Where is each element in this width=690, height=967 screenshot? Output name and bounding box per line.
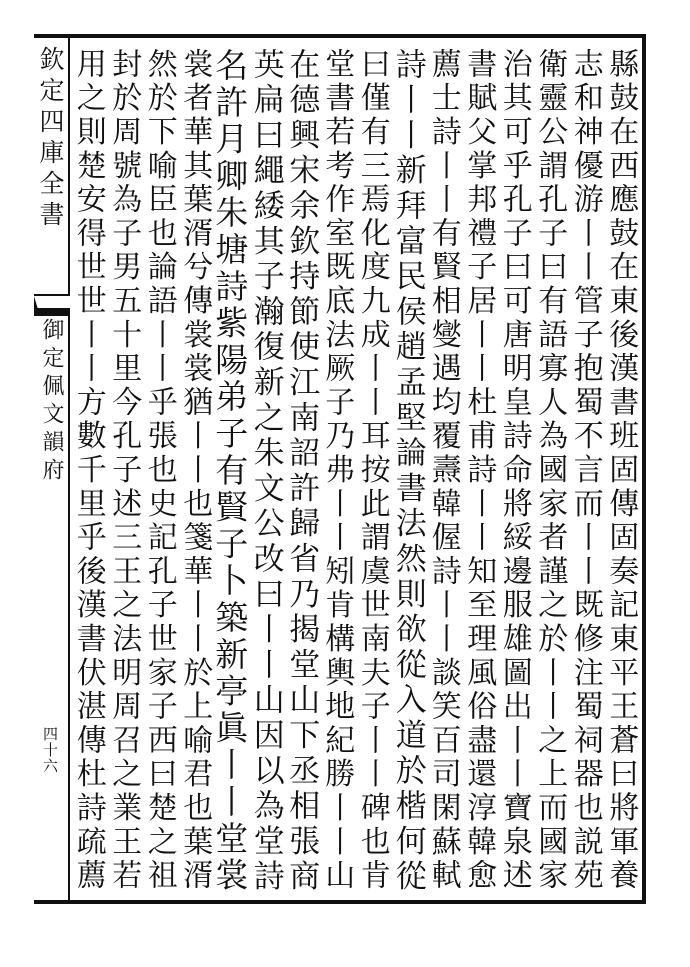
page-number: 四十六 <box>41 726 59 774</box>
text-column: 縣鼓在西應鼓在東後漢書班固傳固奏記東平王蒼曰將軍養 <box>603 48 639 893</box>
text-column: 用之則楚安得世世丨丨方數千里乎後漢書伏湛傳杜詩疏薦 <box>70 48 106 893</box>
section-title: 御定佩文韻府 <box>39 318 64 486</box>
text-column: 英扁曰繩緌其子瀚復新之朱文公改曰丨丨山因以為堂詩 <box>247 48 284 896</box>
text-column: 裳者華其葉湑兮傳裳裳猶丨丨也箋華丨丨於上喻君也葉湑 <box>177 48 213 893</box>
text-column: 薦士詩丨丨有賢相燮遇均覆燾韓偓詩丨丨談笑百司閑蘇軾 <box>425 48 461 893</box>
text-column: 在德興宋余欽持節使江南詔許歸省乃揭堂山下丞相張商 <box>283 48 320 896</box>
text-column: 曰僅有三焉化度九成丨丨耳按此謂虞世南夫子丨丨碑也肯 <box>354 48 390 893</box>
text-column: 治其可乎孔子曰可唐明皇詩命將綏邊服雄圖出丨丨寶泉述 <box>496 48 532 893</box>
text-column: 然於下喻臣也論語丨丨乎張也史記孔子世家子西曰楚之祖 <box>141 48 177 893</box>
text-columns <box>70 48 638 898</box>
text-column: 名許月卿朱塘詩紫陽弟子有賢子卜築新亭眞丨丨堂裳 <box>210 48 250 895</box>
margin-divider-notch <box>34 296 70 308</box>
text-column: 書賦父掌邦禮子居丨丨杜甫詩丨丨知至理風俗盡還淳韓愈 <box>461 48 497 893</box>
book-title: 欽定四庫全書 <box>36 46 65 232</box>
text-column: 詩丨丨新拜富民侯趙孟堅論書法然則欲從入道於楷何從 <box>389 48 426 896</box>
text-column: 堂書若考作室既底法厥子乃弗丨丨矧肯構輿地紀勝丨丨山 <box>319 48 355 893</box>
text-column: 封於周號為子男五十里今孔子述三王之法明周召之業王若 <box>106 48 142 893</box>
text-column: 衛靈公謂孔子曰有語寡人為國家者謹之於丨丨之上而國家 <box>532 48 568 893</box>
text-column: 志和神優游丨丨管子抱蜀不言而丨丨既修注蜀祠器也説苑 <box>567 48 603 893</box>
